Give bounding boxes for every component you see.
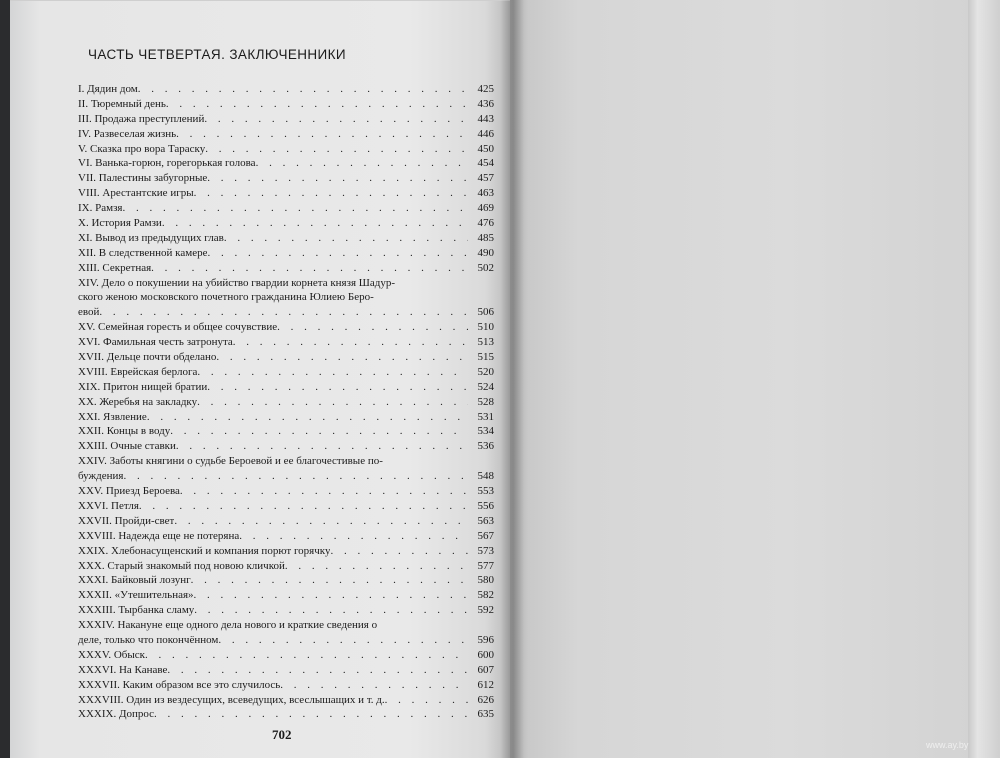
toc-entry-page: 635 (477, 708, 494, 721)
toc-entry-page: 580 (477, 574, 494, 587)
toc-entry-page: 600 (477, 648, 494, 661)
dot-leader (151, 261, 468, 276)
toc-entry-page: 520 (477, 365, 494, 378)
toc-entry-page: 446 (477, 127, 494, 140)
toc-entry (78, 618, 494, 648)
toc-entry-page: 626 (477, 693, 494, 706)
toc-entry-page: 513 (477, 336, 494, 349)
toc-entry-title: IX. Рамзя (78, 202, 123, 215)
toc-entry (78, 156, 494, 171)
toc-entry-title: XXXIII. Тырбанка сламу (78, 604, 195, 617)
toc-entry-page: 476 (477, 217, 494, 230)
toc-entry-title: XII. В следственной камере (78, 246, 208, 259)
dot-leader (139, 499, 468, 514)
dot-leader (167, 663, 468, 678)
toc-entry (78, 171, 494, 186)
toc-entry (78, 663, 494, 678)
dot-leader (239, 529, 468, 544)
toc-entry (78, 499, 494, 514)
toc-entry (78, 514, 494, 529)
toc-entry-page: 577 (477, 559, 494, 572)
dot-leader (191, 573, 468, 588)
dot-leader (154, 707, 468, 722)
toc-entry (78, 112, 494, 127)
toc-entry-page: 596 (477, 633, 494, 646)
page-stack-edge (968, 0, 1000, 758)
dot-leader (166, 97, 468, 112)
toc-entry-title: евой (78, 306, 100, 319)
toc-entry-page: 469 (477, 202, 494, 215)
toc-entry-title: XXX. Старый знакомый под новою кличкой (78, 559, 285, 572)
toc-entry-title: XXII. Концы в воду (78, 425, 171, 438)
toc-entry (78, 320, 494, 335)
toc-entry-title: XXXII. «Утешительная» (78, 589, 194, 602)
spine-shadow (500, 0, 524, 758)
toc-entry-page: 506 (477, 306, 494, 319)
toc-entry-title: XXXI. Байковый лозунг (78, 574, 191, 587)
dot-leader (277, 320, 468, 335)
toc-entry-page: 531 (477, 410, 494, 423)
toc-entry-page: 563 (477, 514, 494, 527)
right-page (510, 0, 972, 758)
dot-leader (147, 410, 468, 425)
toc-entry-title: III. Продажа преступлений (78, 112, 205, 125)
page-number: 702 (272, 727, 292, 742)
dot-leader (170, 424, 468, 439)
toc-entry-title: V. Сказка про вора Тараску (78, 142, 206, 155)
toc-entry (78, 410, 494, 425)
toc-entry (78, 216, 494, 231)
toc-entry-title: XXXV. Обыск (78, 648, 146, 661)
toc-entry-page: 573 (477, 544, 494, 557)
toc-entry-page: 524 (477, 380, 494, 393)
toc-entry-title: XXVIII. Надежда еще не потеряна (78, 529, 240, 542)
toc-entry (78, 201, 494, 216)
toc-entry-page: 443 (477, 112, 494, 125)
dot-leader (176, 439, 468, 454)
toc-entry-title: XVI. Фамильная честь затронута (78, 336, 233, 349)
dot-leader (123, 469, 468, 484)
toc-entry-page: 463 (477, 187, 494, 200)
dot-leader (233, 335, 468, 350)
dot-leader (194, 186, 468, 201)
toc-entry-title: XXXVI. На Канаве (78, 663, 168, 676)
toc-entry-title: XXXVIII. Один из вездесущих, всеведущих, всеслышащих и т. д. (78, 693, 385, 706)
toc-entry (78, 559, 494, 574)
toc-entry (78, 588, 494, 603)
toc-entry-title: XVII. Дельце почти обделано (78, 351, 217, 364)
toc-entry-title: XIII. Секретная (78, 261, 152, 274)
dot-leader (194, 588, 468, 603)
toc-entry (78, 529, 494, 544)
toc-entry-page: 556 (477, 499, 494, 512)
toc-entry-title: XXXVII. Каким образом все это случилось (78, 678, 281, 691)
dot-leader (204, 112, 468, 127)
toc-entry-page: 567 (477, 529, 494, 542)
toc-entry-page: 582 (477, 589, 494, 602)
toc-entry-page: 528 (477, 395, 494, 408)
toc-entry-title: VIII. Арестантские игры (78, 187, 194, 200)
toc-entry (78, 395, 494, 410)
toc-entry-page: 490 (477, 246, 494, 259)
dot-leader (285, 559, 468, 574)
dot-leader (216, 350, 468, 365)
toc-entry-title: XXVI. Петля (78, 499, 139, 512)
toc-entry (78, 424, 494, 439)
toc-entry-page: 536 (477, 440, 494, 453)
toc-entry (78, 186, 494, 201)
dot-leader (330, 544, 468, 559)
toc-entry-title: XV. Семейная горесть и общее сочувствие (78, 321, 278, 334)
toc-entry-page: 485 (477, 231, 494, 244)
toc-entry-title: XXI. Язвление (78, 410, 147, 423)
toc-entry-title: XXIX. Хлебонасущенский и компания порют горячку (78, 544, 331, 557)
toc-entry (78, 127, 494, 142)
dot-leader (385, 693, 468, 708)
toc-entry (78, 439, 494, 454)
toc-entry (78, 365, 494, 380)
toc-entry (78, 82, 494, 97)
toc-entry (78, 648, 494, 663)
toc-entry (78, 603, 494, 618)
toc-entry-page: 592 (477, 604, 494, 617)
toc-entry (78, 484, 494, 499)
toc-entry-title: деле, только что покончённом (78, 633, 219, 646)
toc-entry (78, 97, 494, 112)
toc-entry-page: 450 (477, 142, 494, 155)
dot-leader (197, 365, 468, 380)
dot-leader (138, 82, 468, 97)
dot-leader (162, 216, 468, 231)
dot-leader (145, 648, 468, 663)
toc-entry-page: 548 (477, 470, 494, 483)
toc-entry (78, 380, 494, 395)
dot-leader (197, 395, 468, 410)
toc-entry-page: 607 (477, 663, 494, 676)
dot-leader (122, 201, 468, 216)
toc-entry-title-line: XIV. Дело о покушении на убийство гвардии корнета князя Шадур- (78, 276, 396, 289)
toc-entry-title: VII. Палестины забугорные (78, 172, 208, 185)
toc-entry-page: 510 (477, 321, 494, 334)
toc-entry (78, 693, 494, 708)
dot-leader (207, 380, 468, 395)
toc-entry (78, 142, 494, 157)
toc-entry-title: X. История Рамзи (78, 217, 162, 230)
toc-entry-page: 553 (477, 485, 494, 498)
toc-entry (78, 350, 494, 365)
toc-entry (78, 246, 494, 261)
part-title: ЧАСТЬ ЧЕТВЕРТАЯ. ЗАКЛЮЧЕННИКИ (88, 47, 347, 62)
watermark: www.ay.by (926, 740, 969, 750)
dot-leader (224, 231, 468, 246)
dot-leader (174, 514, 468, 529)
toc-entry-title: II. Тюремный день (78, 97, 166, 110)
toc-entry-title: XXIII. Очные ставки (78, 440, 176, 453)
toc-entry-page: 436 (477, 97, 494, 110)
dot-leader (99, 305, 468, 320)
toc-entry-title: буждения (78, 470, 124, 483)
dot-leader (180, 484, 468, 499)
dot-leader (176, 127, 468, 142)
toc-entry-title: XXXIX. Допрос (78, 708, 154, 721)
toc-entry (78, 573, 494, 588)
toc-entry-title: XI. Вывод из предыдущих глав (78, 231, 224, 244)
toc-entry (78, 678, 494, 693)
toc-entry-title: I. Дядин дом (78, 83, 138, 95)
toc-entry-title: XIX. Притон нищей братии (78, 380, 208, 393)
toc-entry (78, 231, 494, 246)
toc-entry-page: 502 (477, 261, 494, 274)
toc-entry-title-line: XXIV. Заботы княгини о судьбе Бероевой и ее благочестивые по- (78, 455, 383, 468)
toc-entry-title: XVIII. Еврейская берлога (78, 365, 198, 378)
dot-leader (218, 633, 468, 648)
toc-entry-title-line: XXXIV. Накануне еще одного дела нового и краткие сведения о (78, 619, 378, 632)
toc-entry-title: XXVII. Пройди-свет (78, 514, 175, 527)
dot-leader (280, 678, 468, 693)
toc-entry-title: XX. Жеребья на закладку (78, 395, 198, 408)
toc-entry-page: 534 (477, 425, 494, 438)
toc-entry-title: VI. Ванька-горюн, горегорькая голова (78, 157, 256, 170)
toc-entry-title-line: ского женою московского почетного гражданина Юлиею Беро- (78, 291, 374, 304)
toc-entry (78, 276, 494, 321)
left-page (10, 0, 510, 758)
dot-leader (256, 156, 468, 171)
toc-entry-page: 612 (477, 678, 494, 691)
toc-entry (78, 335, 494, 350)
toc-entry-page: 425 (477, 83, 494, 95)
dot-leader (205, 142, 468, 157)
toc-entry (78, 707, 494, 722)
table-of-contents-left (78, 82, 494, 722)
toc-entry-page: 454 (477, 157, 494, 170)
dot-leader (207, 171, 468, 186)
dot-leader (207, 246, 468, 261)
dot-leader (194, 603, 468, 618)
toc-entry (78, 261, 494, 276)
toc-entry-title: XXV. Приезд Бероева (78, 485, 180, 498)
toc-entry-page: 457 (477, 172, 494, 185)
toc-entry-page: 515 (477, 351, 494, 364)
toc-entry (78, 454, 494, 484)
toc-entry (78, 544, 494, 559)
toc-entry-title: IV. Развеселая жизнь (78, 127, 177, 140)
